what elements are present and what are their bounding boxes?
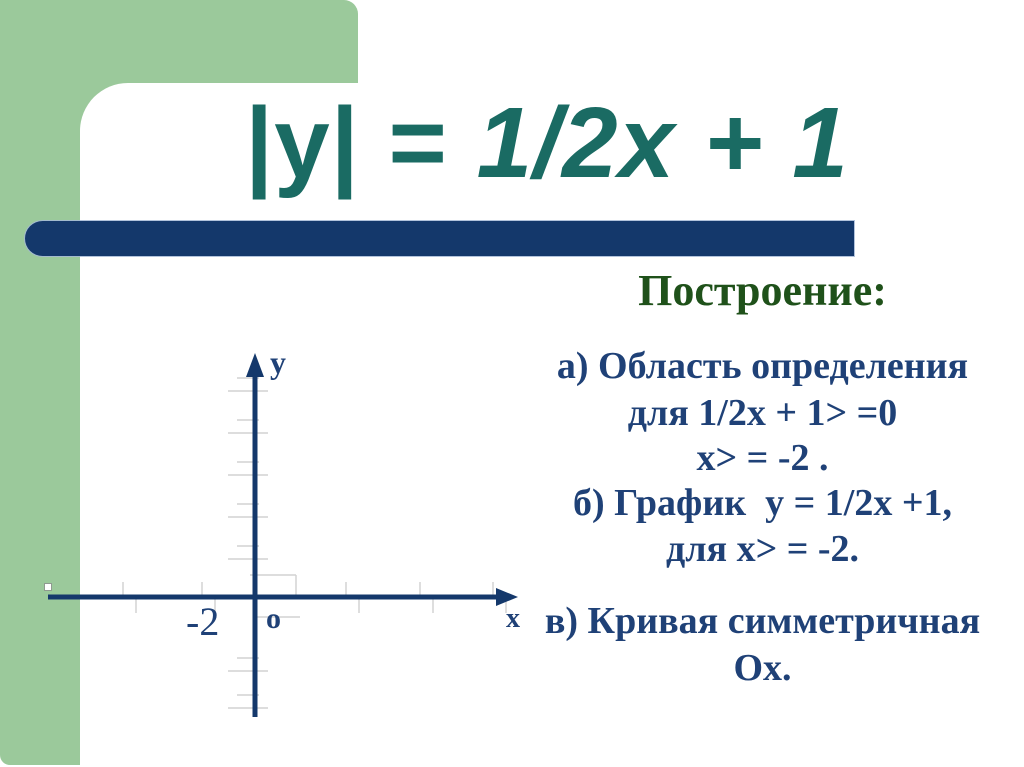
step-b-line-1: б) График у = 1/2х +1,	[572, 482, 953, 524]
step-c-line-2: Ох.	[733, 647, 792, 689]
step-a-line-3: х> = -2 .	[696, 437, 829, 479]
selection-handle-square	[44, 583, 52, 591]
x-tick-label-minus-2: -2	[186, 599, 220, 644]
x-axis-label: x	[506, 603, 520, 634]
slide-title	[80, 78, 1014, 218]
slide-title-tail: 1/2x + 1	[476, 87, 849, 199]
y-axis-label: y	[270, 344, 286, 380]
accent-bar	[25, 221, 854, 256]
coordinate-plane	[0, 335, 545, 740]
step-a-line-1: а) Область определения	[556, 345, 969, 387]
step-c-line-1: в) Кривая симметричная	[544, 600, 981, 642]
section-heading: Построение:	[638, 266, 887, 315]
slide-title-lead: |y| =	[245, 87, 477, 199]
y-axis-arrowhead	[246, 353, 264, 377]
origin-label: o	[266, 602, 281, 635]
faint-y-ticks	[228, 378, 300, 708]
step-a-line-2: для 1/2х + 1> =0	[627, 392, 898, 434]
step-b-line-2: для х> = -2.	[665, 528, 860, 570]
